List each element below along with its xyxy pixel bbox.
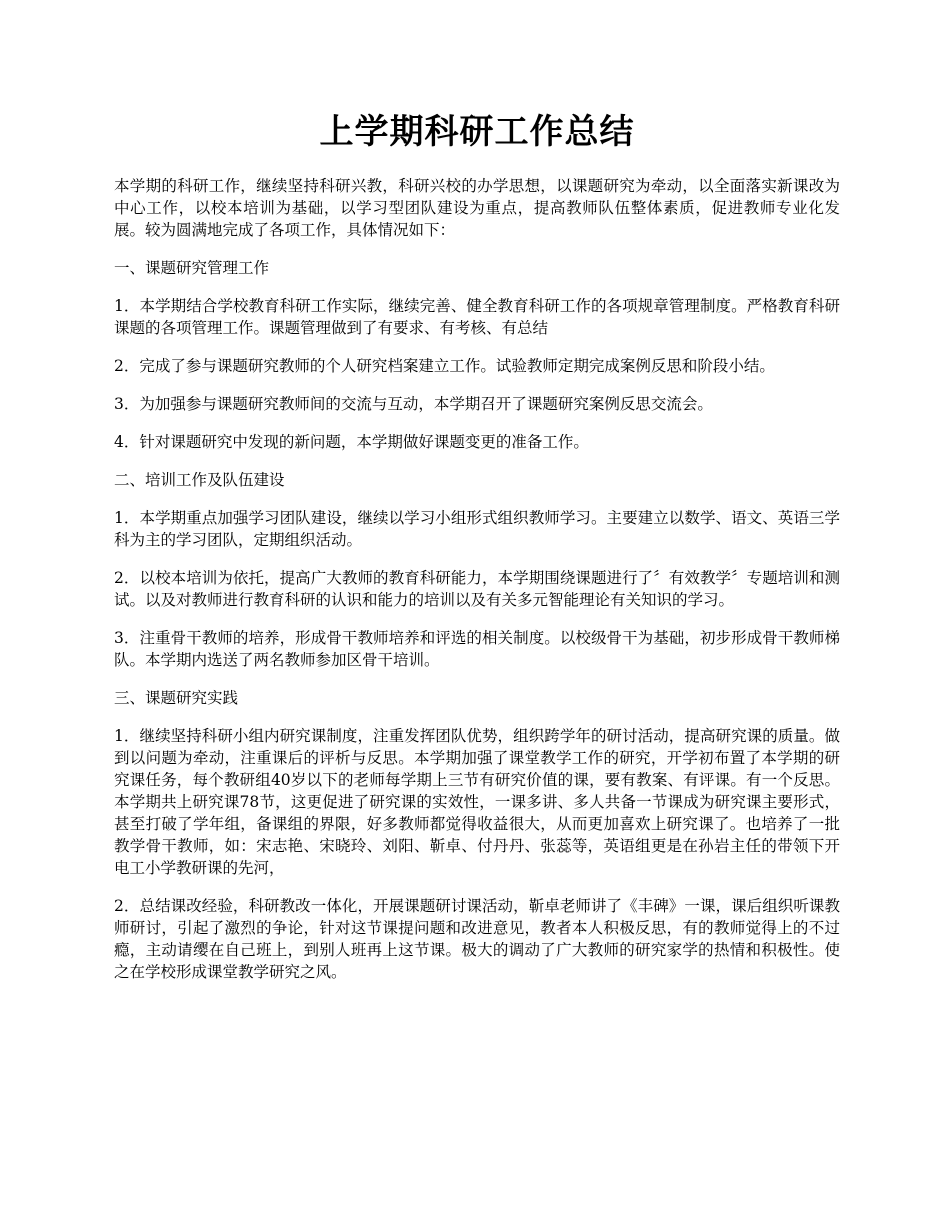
paragraph: 2．完成了参与课题研究教师的个人研究档案建立工作。试验教师定期完成案例反思和阶段小结。	[114, 356, 775, 375]
section-heading-1: 一、课题研究管理工作	[114, 258, 270, 277]
document-page	[114, 100, 840, 999]
paragraph: 2．总结课改经验，科研教改一体化，开展课题研讨课活动，靳卓老师讲了《丰碑》一课，课后组织听课教师研讨，引起了激烈的争论，针对这节课提问题和改进意见，教者本人积极反思，有的教师觉得上的不过瘾，主动请缨在自己班上，到别人班再上这节课。极大的调动了广大教师的研究家学的热情和积极性。使之在学校形成课堂教学研究之风。	[114, 896, 840, 981]
paragraph: 1．继续坚持科研小组内研究课制度，注重发挥团队优势，组织跨学年的研讨活动，提高研究课的质量。做到以问题为牵动，注重课后的评析与反思。本学期加强了课堂教学工作的研究，开学初布置了本学期的研究课任务，每个教研组40岁以下的老师每学期上三节有研究价值的课，要有教案、有评课。有一个反思。本学期共上研究课78节，这更促进了研究课的实效性，一课多讲、多人共备一节课成为研究课主要形式，甚至打破了学年组，备课组的界限，好多教师都觉得收益很大，从而更加喜欢上研究课了。也培养了一批教学骨干教师，如：宋志艳、宋晓玲、刘阳、靳卓、付丹丹、张蕊等，英语组更是在孙岩主任的带领下开电工小学教研课的先河，	[114, 726, 840, 877]
paragraph: 4．针对课题研究中发现的新问题，本学期做好课题变更的准备工作。	[114, 432, 589, 451]
paragraph: 1．本学期结合学校教育科研工作实际，继续完善、健全教育科研工作的各项规章管理制度。严格教育科研课题的各项管理工作。课题管理做到了有要求、有考核、有总结	[114, 296, 840, 337]
intro-paragraph: 本学期的科研工作，继续坚持科研兴教，科研兴校的办学思想，以课题研究为牵动，以全面落实新课改为中心工作，以校本培训为基础，以学习型团队建设为重点，提高教师队伍整体素质，促进教师专业化发展。较为圆满地完成了各项工作，具体情况如下：	[114, 176, 840, 239]
document-title: 上学期科研工作总结	[319, 112, 635, 152]
section-heading-2: 二、培训工作及队伍建设	[114, 470, 285, 489]
section-heading-3: 三、课题研究实践	[114, 688, 239, 707]
paragraph: 1．本学期重点加强学习团队建设，继续以学习小组形式组织教师学习。主要建立以数学、语文、英语三学科为主的学习团队，定期组织活动。	[114, 508, 840, 549]
paragraph: 3．注重骨干教师的培养，形成骨干教师培养和评选的相关制度。以校级骨干为基础，初步形成骨干教师梯队。本学期内选送了两名教师参加区骨干培训。	[114, 628, 840, 669]
document-body	[114, 175, 840, 983]
paragraph: 3．为加强参与课题研究教师间的交流与互动，本学期召开了课题研究案例反思交流会。	[114, 394, 713, 413]
paragraph: 2．以校本培训为依托，提高广大教师的教育科研能力，本学期围绕课题进行了〞有效教学〞专题培训和测试。以及对教师进行教育科研的认识和能力的培训以及有关多元智能理论有关知识的学习。	[114, 568, 840, 609]
